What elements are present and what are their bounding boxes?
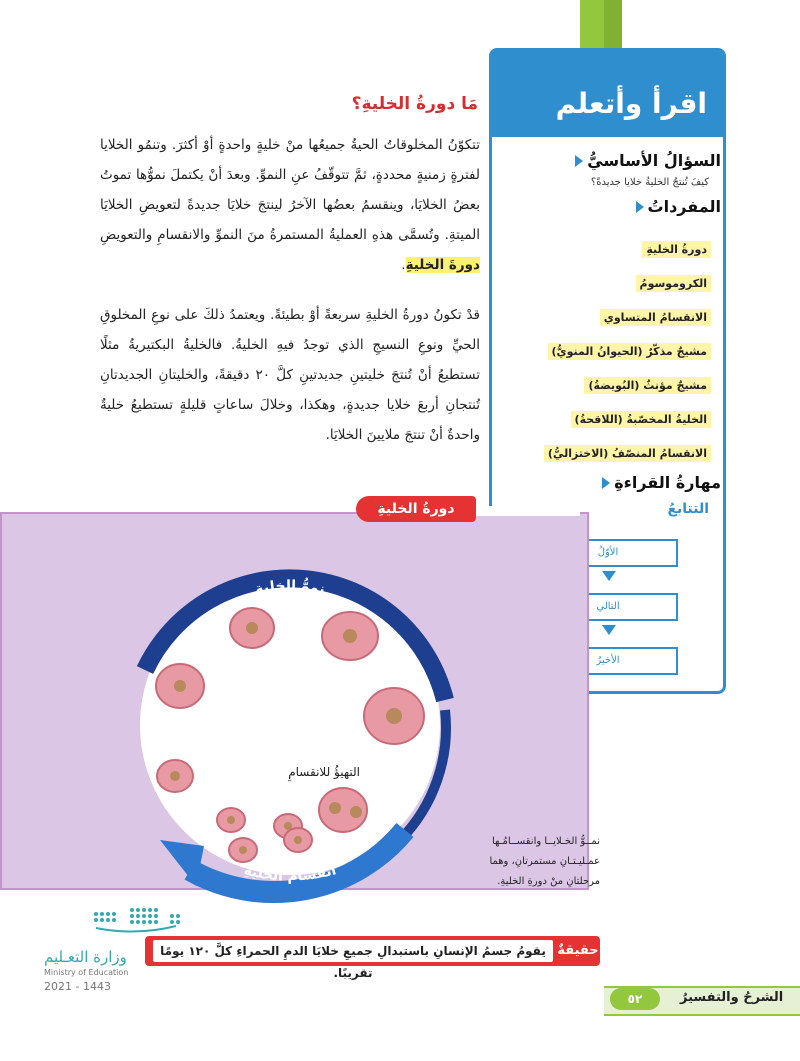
triangle-bullet-icon: [602, 477, 610, 489]
fact-label: حقيقةٌ: [557, 943, 599, 958]
prep-label: التهيؤُ للانقسامِ: [288, 765, 360, 779]
vocab-item: الانقسامُ المتساوي: [600, 309, 711, 326]
key-term: دورةَ الخليةِ: [405, 257, 480, 273]
cell: [322, 612, 378, 660]
down-arrow-icon: [602, 571, 616, 581]
triangle-bullet-icon: [575, 155, 583, 167]
flow-box-next: التالي: [538, 593, 678, 621]
paragraph-1-text: تتكوّنُ المخلوقاتُ الحيةُ جميعُها منْ خليةٍ واحدةٍ أوْ أكثرَ. وتنمُو الخلايا لفترةٍ زمنيةٍ محددةٍ، ثمَّ تتوقّفُ عنِ النموِّ. وبعدَ أنْ يكتملَ نموُّها تموتُ بعضُ الخلايَا، وينقسمُ بعضُها الآخرُ لينتجَ خلايَا جديدةً لتعويضِ الخلايَا الميتةِ. وتُسمَّى هذهِ العمليةُ المستمرةُ منَ النموِّ والانقسامِ والتعويضِ: [100, 137, 480, 243]
cell: [284, 828, 312, 852]
flow-box-last: الأخيرُ: [538, 647, 678, 675]
ministry-name-ar: وزارة التعـليم: [44, 948, 127, 966]
division-label: انقسامُ الخليةِ: [242, 862, 338, 885]
cell: [230, 608, 274, 648]
essential-question-heading: السؤالُ الأساسيُّ: [575, 151, 721, 170]
panel-header: [492, 51, 723, 137]
growth-label: نموُّ الخليةِ: [253, 577, 327, 598]
cell: [319, 788, 367, 832]
vocab-item: مشيجٌ مؤنثٌ (البُويضةُ): [584, 377, 711, 394]
cell: [157, 760, 193, 792]
paragraph-2: قدْ تكونُ دورةُ الخليةِ سريعةً أوْ بطيئةً. ويعتمدُ ذلكَ على نوعِ المخلوقِ الحيِّ ونوعِ النسيجِ الذي توجدُ فيهِ الخليةُ. فالخليةُ البكتيريةُ مثلًا تستطيعُ أنْ تُنتجَ خليتينِ جديدتينِ كلَّ ٢٠ دقيقةً، والخليتانِ الجديدتانِ تُنتجانِ أربعَ خلايا جديدةٍ، وهكذا، وخلالَ ساعاتٍ قليلةٍ تستطيعُ خليةٌ واحدةٌ أنْ تنتجَ ملايينَ الخلايَا.: [100, 307, 480, 443]
reading-skill-heading: مهارةُ القراءةِ: [602, 473, 721, 492]
ministry-name-en: Ministry of Education: [44, 968, 129, 977]
cell: [364, 688, 424, 744]
vocab-item: الخليةُ المخصّبةُ (اللاقحةُ): [571, 411, 711, 428]
section-heading: مَا دورةُ الخليةِ؟: [351, 94, 478, 114]
diagram-caption: نمــوُّ الخـلايــا وانقســامُـها عمـليـتـانِ مستمرتانِ، وهما مرحلتانِ منْ دورةِ الخليةِ.: [489, 836, 600, 887]
diagram-label-tab-line: [470, 506, 580, 516]
vocabulary-heading: المفرداتُ: [636, 197, 721, 216]
fact-text: يقومُ جسمُ الإنسانِ باستبدالِ جميعِ خلايَا الدمِ الحمراءِ كلَّ ١٢٠ يومًا تقريبًا.: [153, 940, 553, 962]
down-arrow-icon: [602, 625, 616, 635]
page-number: ٥٢: [610, 988, 660, 1010]
ministry-year: 2021 - 1443: [44, 980, 111, 993]
cell: [229, 838, 257, 862]
panel-title: اقرأ وأتعلم: [555, 87, 707, 120]
cell-cycle-label: دورةُ الخليةِ: [356, 496, 476, 522]
vocab-item: مشيجٌ مذكّرٌ (الحيوانُ المنويُّ): [548, 343, 712, 360]
footer-title: الشرحُ والتفسيرُ: [680, 990, 784, 1005]
ministry-emblem-icon: [86, 904, 186, 934]
triangle-bullet-icon: [636, 201, 644, 213]
reading-skill: التتابعُ: [667, 501, 709, 517]
vocab-item: الانقسامُ المنصّفُ (الاختزاليُّ): [544, 445, 711, 462]
cell: [156, 664, 204, 708]
cell: [217, 808, 245, 832]
paragraph-1: تتكوّنُ المخلوقاتُ الحيةُ جميعُها منْ خليةٍ واحدةٍ أوْ أكثرَ. وتنمُو الخلايا لفترةٍ زمنيةٍ محددةٍ، ثمَّ تتوقّفُ عنِ النموِّ. وبعدَ أنْ يكتملَ نموُّها تموتُ بعضُ الخلايَا، وينقسمُ بعضُها الآخرُ لينتجَ خلايَا جديدةً لتعويضِ الخلايَا الميتةِ. وتُسمَّى هذهِ العمليةُ المستمرةُ منَ النموِّ والانقسامِ والتعويضِ دورةَ الخليةِ.: [100, 137, 480, 273]
cell-cycle-diagram: [100, 540, 480, 910]
flow-box-first: الأوّلُ: [538, 539, 678, 567]
vocab-item: الكروموسومُ: [636, 275, 711, 292]
essential-question: كيفَ تُنتجُ الخليةُ خلايا جديدةً؟: [590, 177, 709, 188]
vocab-item: دورةُ الخليةِ: [642, 241, 711, 258]
